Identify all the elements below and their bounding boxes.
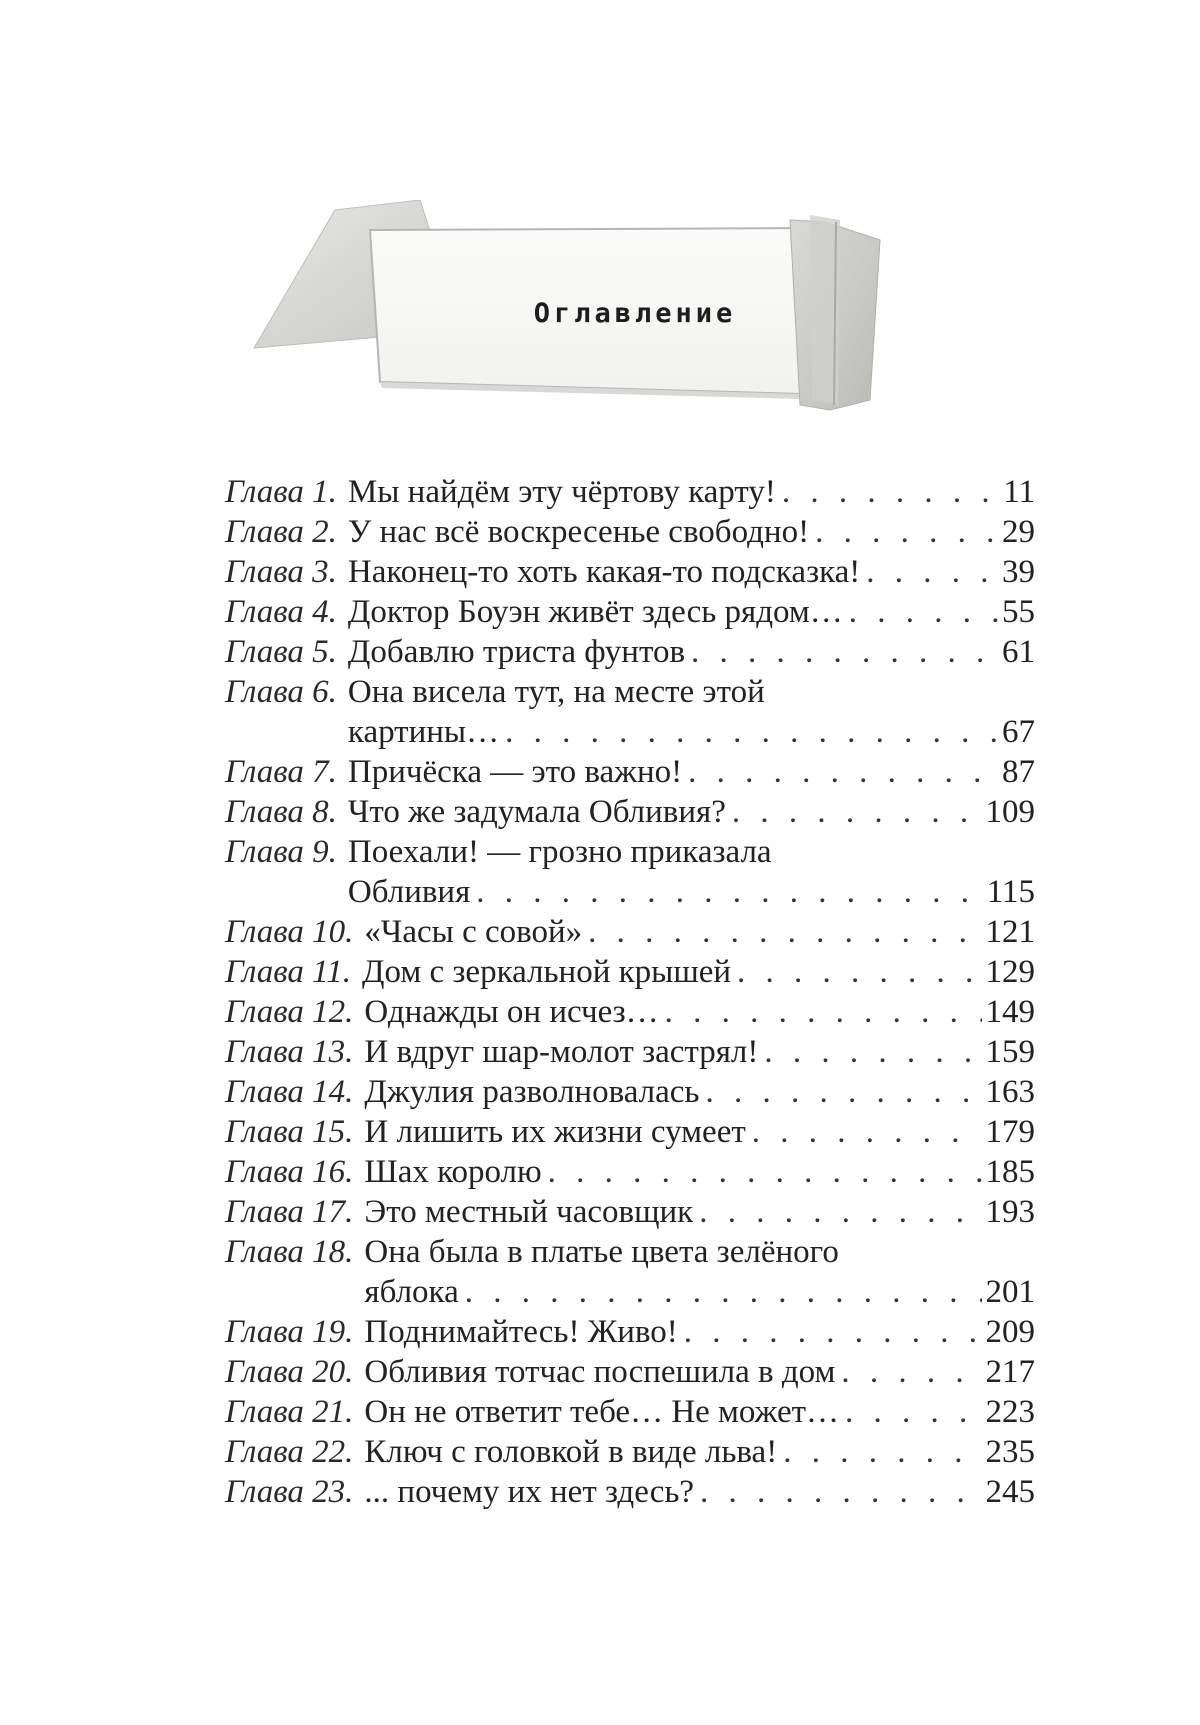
toc-entry <box>225 1112 1035 1152</box>
dot-leader <box>839 1392 981 1432</box>
page-number: 209 <box>985 1314 1035 1350</box>
chapter-label: Глава 1. <box>225 474 337 510</box>
chapter-label: Глава 11. <box>225 954 351 990</box>
chapter-label: Глава 9. <box>225 834 337 870</box>
toc-entry <box>225 1432 1035 1472</box>
toc-entry <box>225 1352 1035 1392</box>
chapter-label: Глава 4. <box>225 594 337 630</box>
page-number: 235 <box>985 1434 1035 1470</box>
dot-leader <box>843 592 998 632</box>
dot-leader <box>694 1472 981 1512</box>
page-number: 201 <box>985 1274 1035 1310</box>
chapter-label: Глава 21. <box>225 1394 354 1430</box>
chapter-label: Глава 13. <box>225 1034 354 1070</box>
toc-entry <box>225 952 1035 992</box>
chapter-title: Шах королю <box>364 1154 542 1190</box>
page-number: 129 <box>985 954 1035 990</box>
dot-leader <box>776 472 999 512</box>
toc-entry <box>225 512 1035 552</box>
chapter-title: У нас всё воскресенье свободно! <box>347 514 810 550</box>
page-number: 163 <box>985 1074 1035 1110</box>
chapter-label: Глава 14. <box>225 1074 354 1110</box>
toc-entry <box>225 1192 1035 1232</box>
chapter-label: Глава 19. <box>225 1314 354 1350</box>
dot-leader <box>459 1272 982 1312</box>
page-number: 87 <box>1002 754 1035 790</box>
chapter-title: Джулия разволновалась <box>364 1074 700 1110</box>
dot-leader <box>699 1072 981 1112</box>
page-number: 67 <box>1002 714 1035 750</box>
toc-entry <box>225 1312 1035 1352</box>
chapter-title: Ключ с головкой в виде льва! <box>364 1434 778 1470</box>
chapter-title: яблока <box>364 1274 459 1310</box>
chapter-label: Глава 15. <box>225 1114 354 1150</box>
chapter-label: Глава 5. <box>225 634 337 670</box>
page-number: 223 <box>985 1394 1035 1430</box>
dot-leader <box>685 632 998 672</box>
toc-entry <box>225 752 1035 792</box>
toc-entry <box>225 992 1035 1032</box>
taped-paper-illustration <box>240 200 980 460</box>
toc-entry <box>225 632 1035 672</box>
page-number: 159 <box>985 1034 1035 1070</box>
dot-leader <box>860 552 998 592</box>
toc-entry <box>225 912 1035 952</box>
chapter-title: Он не ответит тебе… Не может… <box>364 1394 840 1430</box>
chapter-title: Это местный часовщик <box>364 1194 694 1230</box>
chapter-title: Наконец-то хоть какая-то подсказка! <box>347 554 861 590</box>
toc-entry <box>225 472 1035 512</box>
page-number: 245 <box>985 1474 1035 1510</box>
chapter-label: Глава 16. <box>225 1154 354 1190</box>
dot-leader <box>659 992 982 1032</box>
chapter-title: «Часы с совой» <box>364 914 583 950</box>
page-number: 179 <box>985 1114 1035 1150</box>
toc-entry <box>225 1472 1035 1512</box>
page-number: 115 <box>986 874 1035 910</box>
page-number: 217 <box>985 1354 1035 1390</box>
toc-entry <box>225 672 1035 752</box>
dot-leader <box>499 712 998 752</box>
chapter-title: Обливия тотчас поспешила в дом <box>364 1354 836 1390</box>
dot-leader <box>777 1432 981 1472</box>
toc-entry <box>225 592 1035 632</box>
chapter-title: Дом с зеркальной крышей <box>361 954 732 990</box>
chapter-title: Доктор Боуэн живёт здесь рядом… <box>347 594 843 630</box>
chapter-label: Глава 8. <box>225 794 337 830</box>
chapter-title: И вдруг шар-молот застрял! <box>364 1034 759 1070</box>
chapter-label: Глава 12. <box>225 994 354 1030</box>
page-number: 121 <box>985 914 1035 950</box>
dot-leader <box>678 1312 982 1352</box>
chapter-title: Причёска — это важно! <box>347 754 683 790</box>
dot-leader <box>746 1112 982 1152</box>
page-number: 55 <box>1002 594 1035 630</box>
dot-leader <box>835 1352 981 1392</box>
chapter-title-line1: Она была в платье цвета зелёного <box>364 1234 839 1270</box>
chapter-title: Однажды он исчез… <box>364 994 659 1030</box>
page-title: Оглавление <box>533 298 737 329</box>
dot-leader <box>470 872 982 912</box>
chapter-title: Поднимайтесь! Живо! <box>364 1314 678 1350</box>
page-number: 185 <box>985 1154 1035 1190</box>
page-number: 109 <box>985 794 1035 830</box>
dot-leader <box>582 912 981 952</box>
toc-entry <box>225 1232 1035 1312</box>
chapter-label: Глава 7. <box>225 754 337 790</box>
dot-leader <box>682 752 998 792</box>
dot-leader <box>809 512 998 552</box>
page-number: 149 <box>985 994 1035 1030</box>
dot-leader <box>542 1152 982 1192</box>
chapter-label: Глава 22. <box>225 1434 354 1470</box>
chapter-label: Глава 10. <box>225 914 354 950</box>
dot-leader <box>693 1192 981 1232</box>
toc-header <box>240 200 980 460</box>
chapter-label: Глава 6. <box>225 674 337 710</box>
toc-entry <box>225 1032 1035 1072</box>
chapter-title-line1: Поехали! — грозно приказала <box>347 834 772 870</box>
chapter-title: Добавлю триста фунтов <box>347 634 686 670</box>
toc-entry <box>225 1072 1035 1112</box>
toc-entry <box>225 792 1035 832</box>
page-number: 39 <box>1002 554 1035 590</box>
dot-leader <box>758 1032 981 1072</box>
page-number: 29 <box>1002 514 1035 550</box>
chapter-title: Мы найдём эту чёртову карту! <box>347 474 776 510</box>
chapter-label: Глава 17. <box>225 1194 354 1230</box>
toc-entry <box>225 1392 1035 1432</box>
page-number: 193 <box>985 1194 1035 1230</box>
chapter-label: Глава 3. <box>225 554 337 590</box>
table-of-contents <box>225 472 1035 1512</box>
toc-entry <box>225 1152 1035 1192</box>
chapter-title: Обливия <box>347 874 471 910</box>
toc-entry <box>225 552 1035 592</box>
toc-entry <box>225 832 1035 912</box>
dot-leader <box>731 952 981 992</box>
chapter-title-line1: Она висела тут, на месте этой <box>347 674 765 710</box>
chapter-title: И лишить их жизни сумеет <box>364 1114 746 1150</box>
chapter-label: Глава 2. <box>225 514 337 550</box>
page-number: 11 <box>1003 474 1035 510</box>
dot-leader <box>726 792 982 832</box>
chapter-label: Глава 18. <box>225 1234 354 1270</box>
chapter-title: картины… <box>347 714 500 750</box>
chapter-title: ... почему их нет здесь? <box>364 1474 695 1510</box>
chapter-title: Что же задумала Обливия? <box>347 794 726 830</box>
chapter-label: Глава 23. <box>225 1474 354 1510</box>
chapter-label: Глава 20. <box>225 1354 354 1390</box>
page-number: 61 <box>1002 634 1035 670</box>
